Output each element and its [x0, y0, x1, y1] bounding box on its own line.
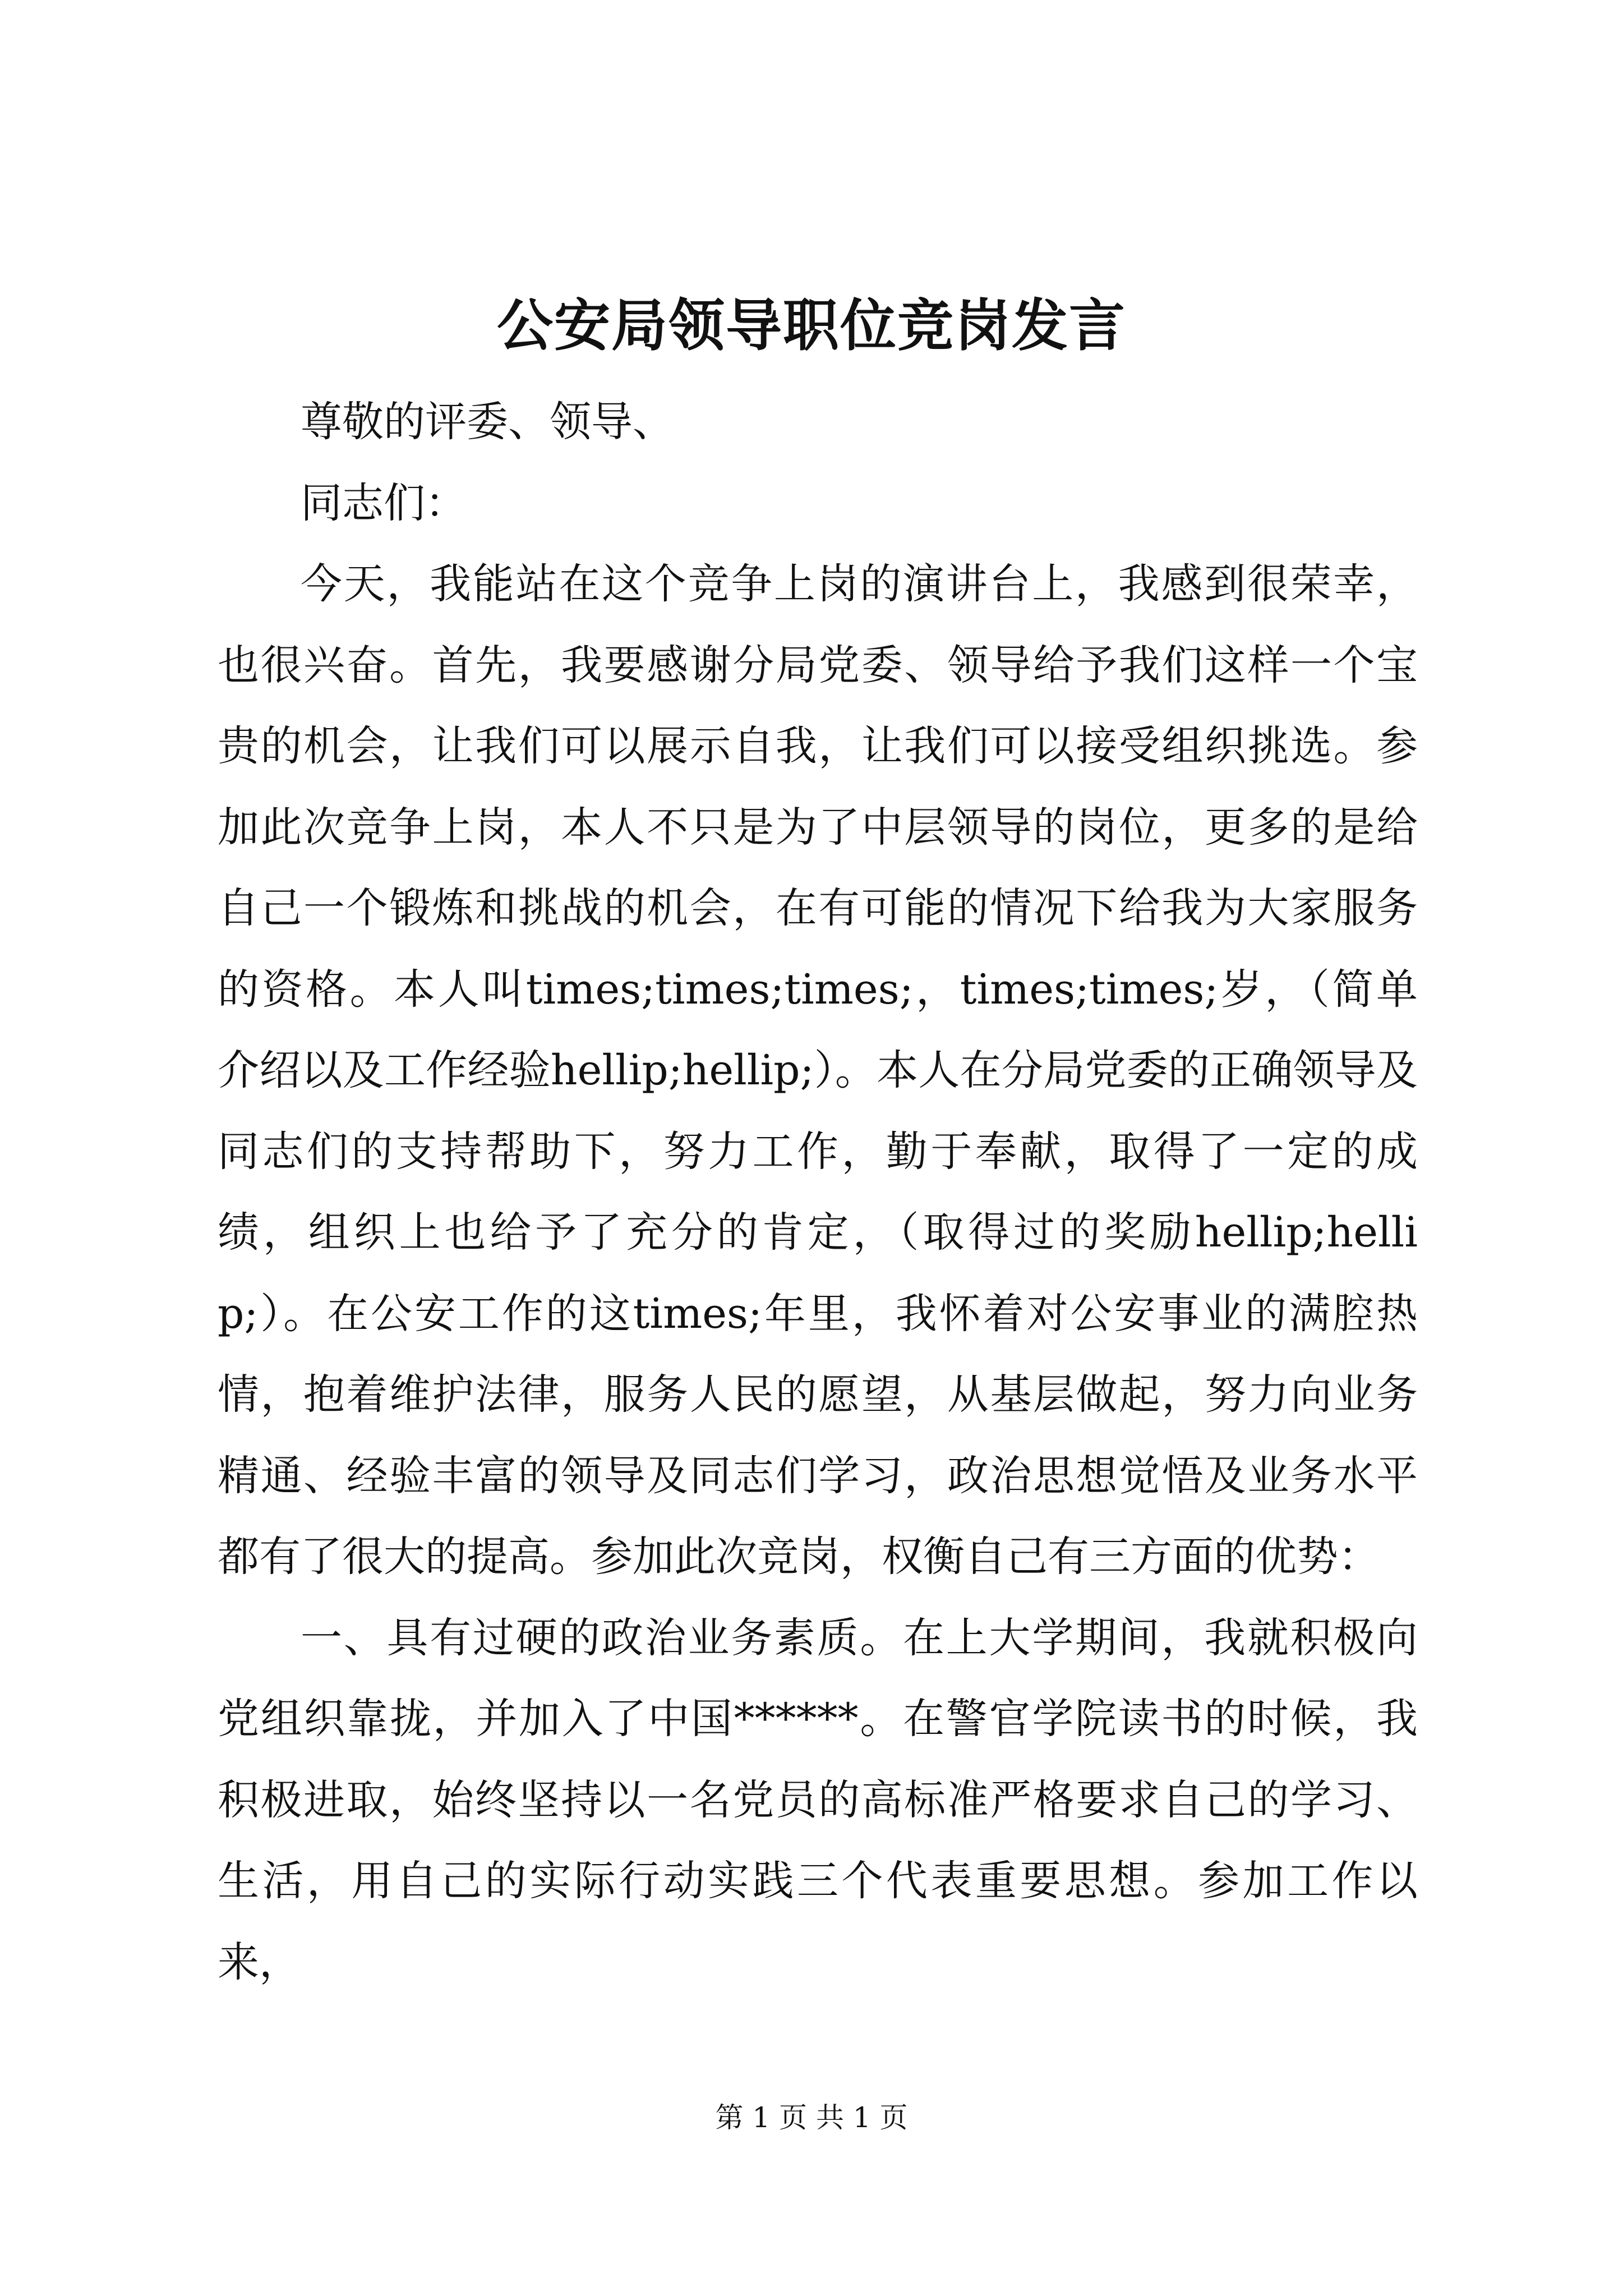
- document-body: [218, 381, 1418, 2003]
- salutation-line-2: 同志们：: [301, 478, 467, 527]
- body-paragraph-advantage-1: 一、具有过硬的政治业务素质。在上大学期间，我就积极向党组织靠拢，并加入了中国******。在警官学院读书的时候，我积极进取，始终坚持以一名党员的高标准严格要求自己的学习、生活，用自己的实际行动实践三个代表重要思想。参加工作以来，: [218, 1613, 1418, 1986]
- page-number-footer: 第 1 页 共 1 页: [715, 2101, 908, 2134]
- document-title: 公安局领导职位竞岗发言: [497, 292, 1126, 358]
- salutation-line-1: 尊敬的评委、领导、: [301, 398, 674, 446]
- body-paragraph-intro: 今天，我能站在这个竞争上岗的演讲台上，我感到很荣幸，也很兴奋。首先，我要感谢分局党委、领导给予我们这样一个宝贵的机会，让我们可以展示自我，让我们可以接受组织挑选。参加此次竞争上岗，本人不只是为了中层领导的岗位，更多的是给自己一个锻炼和挑战的机会，在有可能的情况下给我为大家服务的资格。本人叫times;times;times;，times;times;岁，（简单介绍以及工作经验hellip;hellip;）。本人在分局党委的正确领导及同志们的支持帮助下，努力工作，勤于奉献，取得了一定的成绩，组织上也给予了充分的肯定，（取得过的奖励hellip;hellip;）。在公安工作的这times;年里，我怀着对公安事业的满腔热情，抱着维护法律，服务人民的愿望，从基层做起，努力向业务精通、经验丰富的领导及同志们学习，政治思想觉悟及业务水平都有了很大的提高。参加此次竞岗，权衡自己有三方面的优势：: [218, 560, 1418, 1581]
